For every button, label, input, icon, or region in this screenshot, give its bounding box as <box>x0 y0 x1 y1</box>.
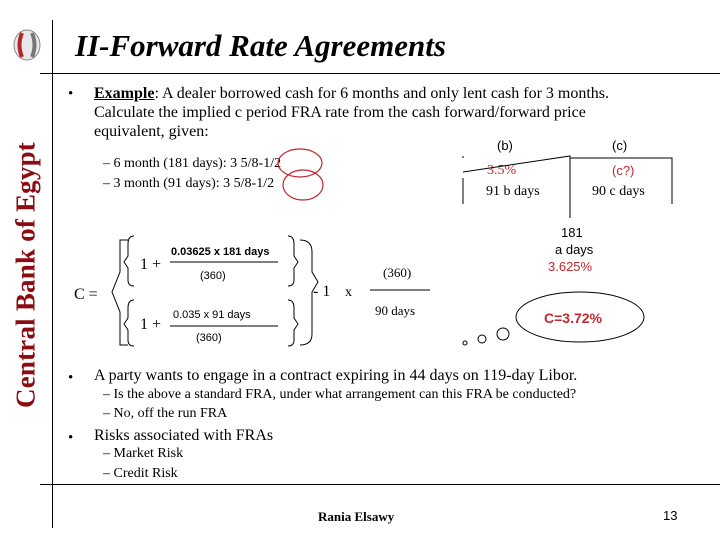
bubble-dot-medium <box>478 335 486 343</box>
formula-numerator-bottom: 0.035 x 91 days <box>173 309 251 321</box>
formula-right-denominator: (360) <box>383 265 412 280</box>
bubble-dot-small <box>463 341 467 345</box>
party-sub-answer: – No, off the run FRA <box>103 406 228 421</box>
formula-one-plus-top: 1 + <box>140 256 162 273</box>
inner-top-left-brace <box>124 236 134 286</box>
example-line-2: Calculate the implied c period FRA rate from the cash forward/forward price <box>94 104 586 121</box>
b-rate: 3.5% <box>487 163 517 178</box>
formula-numerator-top: 0.03625 x 181 days <box>171 246 270 258</box>
formula-denominator-bottom: (360) <box>196 332 222 344</box>
formula-c-equals: C = <box>74 286 98 303</box>
formula-times: x <box>345 285 352 300</box>
bullet-marker: • <box>68 430 74 446</box>
formula-right-days: 90 days <box>375 303 416 318</box>
result-bubble <box>516 292 644 342</box>
example-line-3: equivalent, given: <box>94 123 209 140</box>
inner-top-right-brace <box>288 236 298 286</box>
risk-credit: – Credit Risk <box>103 466 178 481</box>
bracket-c <box>570 158 672 204</box>
c-rate: (c?) <box>612 163 635 178</box>
c-days: 90 c days <box>592 184 645 199</box>
a-rate: 3.625% <box>548 259 593 274</box>
highlight-circle-3m <box>283 170 323 200</box>
column-b-label: (b) <box>497 138 513 153</box>
bullet-marker: • <box>68 370 74 386</box>
party-bullet: A party wants to engage in a contract expiring in 44 days on 119-day Libor. <box>94 367 578 384</box>
example-line-1: : A dealer borrowed cash for 6 months and only lent cash for 3 months. <box>154 85 610 102</box>
slide-title: II-Forward Rate Agreements <box>75 28 446 63</box>
inner-bottom-left-brace <box>124 300 134 346</box>
formula-denominator-top: (360) <box>200 270 226 282</box>
result-value: C=3.72% <box>544 310 602 326</box>
given-3-month: – 3 month (91 days): 3 5/8-1/2 <box>103 176 275 191</box>
sidebar-title-text: Central Bank of Egypt <box>10 142 41 408</box>
bullet-marker: • <box>68 86 74 102</box>
column-c-label: (c) <box>612 138 628 153</box>
page-number: 13 <box>663 508 678 523</box>
a-days: a days <box>555 242 594 257</box>
formula-minus-one: - 1 <box>313 283 331 300</box>
formula-one-plus-bottom: 1 + <box>140 316 162 333</box>
outer-right-brace <box>300 240 318 345</box>
example-label: Example <box>94 85 155 102</box>
given-6-month: – 6 month (181 days): 3 5/8-1/2 <box>103 156 282 171</box>
risks-bullet: Risks associated with FRAs <box>94 427 274 444</box>
b-days: 91 b days <box>486 184 540 199</box>
outer-left-bracket <box>112 240 128 345</box>
bubble-dot-large <box>497 328 509 340</box>
footer-author: Rania Elsawy <box>318 509 395 524</box>
timeline-b <box>463 156 570 200</box>
a-total-days: 181 <box>561 225 583 240</box>
inner-bottom-right-brace <box>288 300 298 346</box>
party-sub-question: – Is the above a standard FRA, under what arrangement can this FRA be conducted? <box>103 387 577 402</box>
risk-market: – Market Risk <box>103 446 184 461</box>
